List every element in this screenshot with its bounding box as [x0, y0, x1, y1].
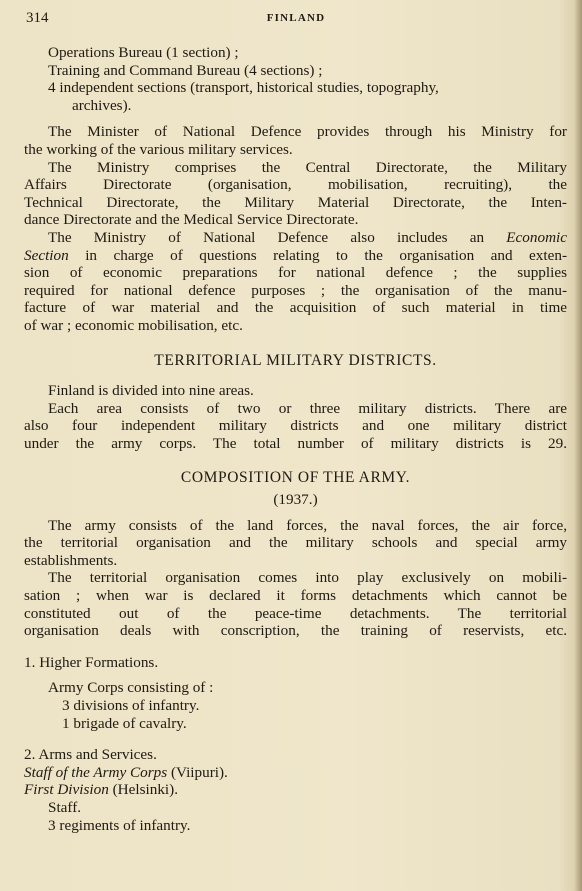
text-line — [24, 781, 567, 799]
text-line: The territorial organisation comes into play exclusively on mobili- — [48, 569, 567, 587]
paragraph-ministry-directorates — [24, 159, 567, 229]
text-line: The army consists of the land forces, the naval forces, the air force, — [48, 516, 567, 534]
italic-term: Staff of the Army Corps — [24, 763, 168, 781]
text-line: facture of war material and the acquisition of such material in time — [24, 299, 567, 317]
list-item: 4 independent sections (transport, historical studies, topography, — [48, 79, 439, 97]
section-heading-districts: TERRITORIAL MILITARY DISTRICTS. — [154, 351, 437, 369]
paragraph-districts — [24, 400, 567, 453]
text-line: sion of economic preparations for national defence ; the supplies — [24, 264, 567, 282]
text-line — [24, 229, 567, 247]
list-item: Operations Bureau (1 section) ; — [48, 44, 239, 61]
text-line: of war ; economic mobilisation, etc. — [24, 316, 243, 334]
italic-term: Section — [24, 246, 69, 264]
section-arms-services — [24, 746, 567, 834]
bureau-list — [24, 44, 567, 114]
paragraph-minister — [24, 123, 567, 158]
text-line: dance Directorate and the Medical Service Directorate. — [24, 211, 359, 229]
paragraph-territorial-organisation — [24, 569, 567, 639]
running-head: FINLAND — [266, 12, 326, 24]
page-edge-shadow — [574, 0, 582, 891]
text-line: The Minister of National Defence provides through his Ministry for — [48, 123, 567, 141]
paragraph-areas — [24, 382, 567, 400]
list-item: Training and Command Bureau (4 sections) ; — [48, 61, 323, 79]
text-line: Technical Directorate, the Military Material Directorate, the Inten- — [24, 193, 567, 211]
text-line: also four independent military districts and one military district — [24, 417, 567, 435]
page-header — [26, 10, 566, 30]
italic-term: First Division — [24, 781, 109, 799]
paragraph-army-consists — [24, 517, 567, 570]
text-line — [24, 247, 567, 265]
text-line: The Ministry comprises the Central Directorate, the Military — [48, 158, 567, 176]
text-line: constituted out of the peace-time detachments. The territorial — [24, 604, 567, 622]
subsection-subtitle: Army Corps consisting of : — [48, 679, 214, 697]
text-line: Each area consists of two or three military districts. There are — [48, 399, 567, 417]
text-fragment: (Helsinki). — [112, 781, 178, 799]
text-line: establishments. — [24, 551, 118, 569]
paragraph-economic-section — [24, 229, 567, 335]
section-heading-composition: COMPOSITION OF THE ARMY. — [180, 469, 411, 487]
page-body — [24, 44, 567, 834]
text-line: sation ; when war is declared it forms detachments which cannot be — [24, 587, 567, 605]
section-subheading-year: (1937.) — [273, 491, 318, 509]
text-line: Finland is divided into nine areas. — [48, 382, 254, 400]
text-line — [24, 764, 567, 782]
page-number: 314 — [26, 10, 49, 26]
text-fragment: (Viipuri). — [170, 763, 228, 781]
section-higher-formations — [24, 654, 567, 732]
text-line: the working of the various military services. — [24, 140, 293, 158]
list-item: 3 regiments of infantry. — [48, 816, 191, 834]
list-item: 1 brigade of cavalry. — [62, 714, 187, 732]
text-line: under the army corps. The total number of military districts is 29. — [24, 434, 567, 452]
subsection-title: 1. Higher Formations. — [24, 653, 159, 671]
list-item-continuation: archives). — [72, 96, 132, 114]
list-item: Staff. — [48, 798, 82, 816]
text-line: Affairs Directorate (organisation, mobilisation, recruiting), the — [24, 176, 567, 194]
list-item: 3 divisions of infantry. — [62, 697, 200, 714]
subsection-title: 2. Arms and Services. — [24, 746, 157, 764]
text-line: organisation deals with conscription, the training of reservists, etc. — [24, 622, 567, 640]
text-fragment: in charge of questions relating to the organisation and exten- — [85, 246, 567, 264]
text-line: the territorial organisation and the military schools and special army — [24, 534, 567, 552]
italic-term: Economic — [506, 228, 568, 246]
text-fragment: The Ministry of National Defence also includes an — [48, 228, 485, 246]
text-line: required for national defence purposes ; the organisation of the manu- — [24, 281, 567, 299]
